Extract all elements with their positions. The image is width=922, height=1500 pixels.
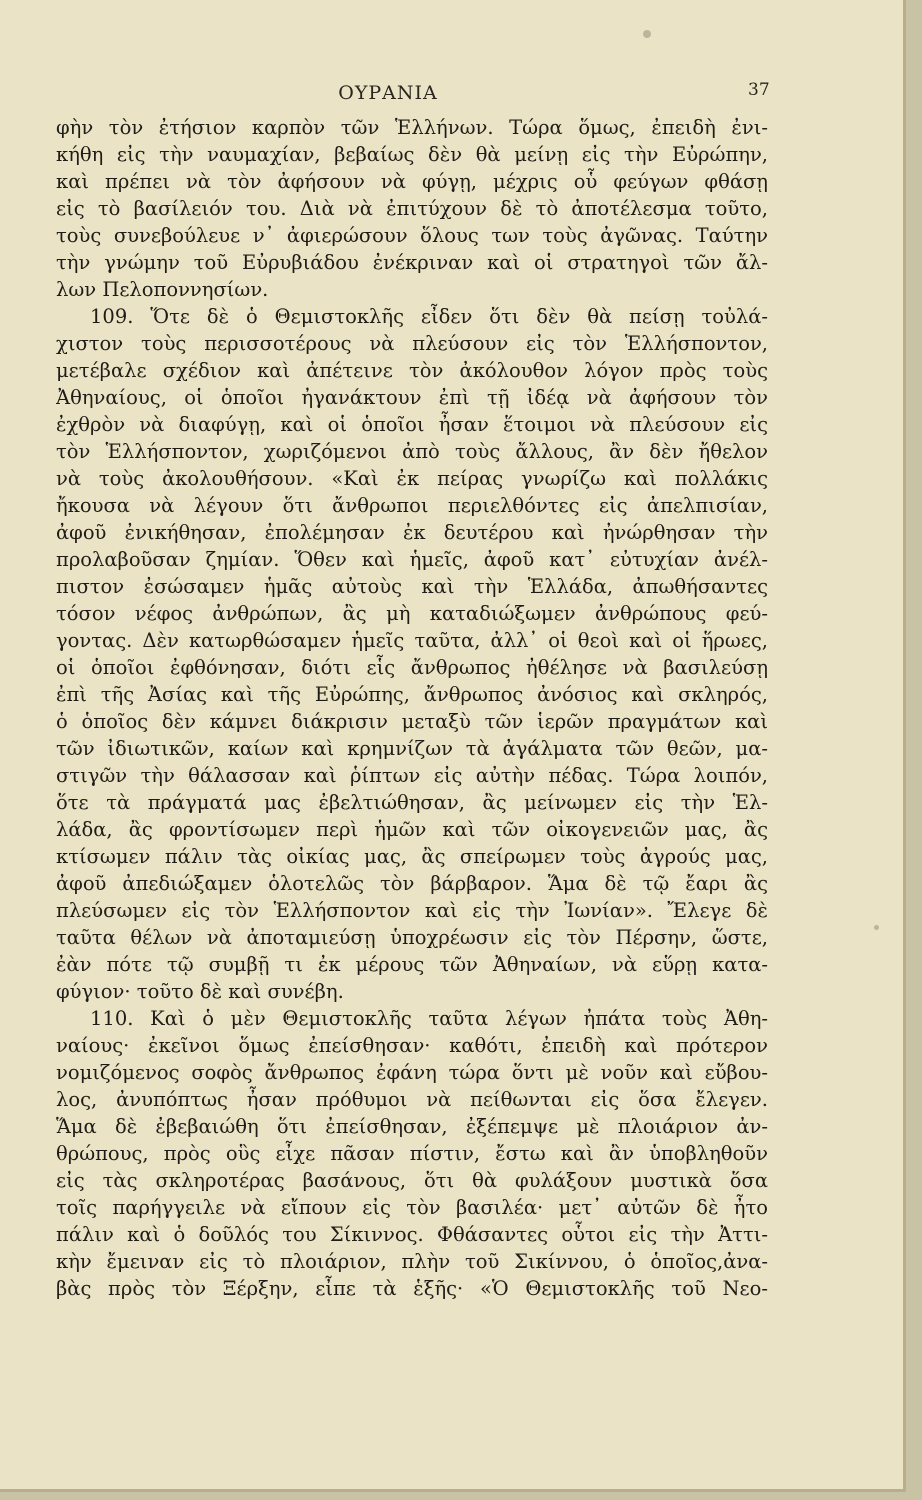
- text-line: τόσον νέφος ἀνθρώπων, ἂς μὴ καταδιώξωμεν ἀνθρώπους φεύ-: [56, 602, 768, 625]
- text-line: μετέβαλε σχέδιον καὶ ἀπέτεινε τὸν ἀκόλουθον λόγον πρὸς τοὺς: [56, 359, 768, 382]
- text-line: 110. Καὶ ὁ μὲν Θεμιστοκλῆς ταῦτα λέγων ἠπάτα τοὺς Ἀθη-: [90, 1007, 768, 1030]
- text-line: θρώπους, πρὸς οὓς εἶχε πᾶσαν πίστιν, ἔστω καὶ ἂν ὑποβληθοῦν: [56, 1142, 768, 1165]
- text-line: ταῦτα θέλων νὰ ἀποταμιεύσῃ ὑποχρέωσιν εἰς τὸν Πέρσην, ὥστε,: [56, 926, 768, 949]
- text-line: φὴν τὸν ἐτήσιον καρπὸν τῶν Ἑλλήνων. Τώρα ὅμως, ἐπειδὴ ἐνι-: [56, 116, 768, 139]
- text-line: πλεύσωμεν εἰς τὸν Ἑλλήσποντον καὶ εἰς τὴν Ἰωνίαν». Ἔλεγε δὲ: [56, 899, 768, 922]
- text-line: ἤκουσα νὰ λέγουν ὅτι ἄνθρωποι περιελθόντες εἰς ἀπελπισίαν,: [56, 494, 768, 517]
- text-line: τὸν Ἑλλήσποντον, χωριζόμενοι ἀπὸ τοὺς ἄλλους, ἂν δὲν ἤθελον: [56, 440, 768, 463]
- text-line: ἀφοῦ ἀπεδιώξαμεν ὁλοτελῶς τὸν βάρβαρον. Ἅμα δὲ τῷ ἔαρι ἂς: [56, 872, 768, 895]
- text-line: ἐχθρὸν νὰ διαφύγῃ, καὶ οἱ ὁποῖοι ἦσαν ἕτοιμοι νὰ πλεύσουν εἰς: [56, 413, 768, 436]
- text-line: ὁ ὁποῖος δὲν κάμνει διάκρισιν μεταξὺ τῶν ἱερῶν πραγμάτων καὶ: [56, 710, 768, 733]
- text-line: εἰς τὸ βασίλειόν του. Διὰ νὰ ἐπιτύχουν δὲ τὸ ἀποτέλεσμα τοῦτο,: [56, 197, 768, 220]
- text-line: πάλιν καὶ ὁ δοῦλός του Σίκιννος. Φθάσαντες οὗτοι εἰς τὴν Ἀττι-: [56, 1223, 768, 1246]
- page-header: [0, 80, 906, 110]
- text-line: πιστον ἐσώσαμεν ἡμᾶς αὐτοὺς καὶ τὴν Ἑλλάδα, ἀπωθήσαντες: [56, 575, 768, 598]
- text-line: τοὺς συνεβούλευε ν᾽ ἀφιερώσουν ὅλους των τοὺς ἀγῶνας. Ταύτην: [56, 224, 768, 247]
- text-line: στιγῶν τὴν θάλασσαν καὶ ῥίπτων εἰς αὐτὴν πέδας. Τώρα λοιπόν,: [56, 764, 768, 787]
- text-line: 109. Ὅτε δὲ ὁ Θεμιστοκλῆς εἶδεν ὅτι δὲν θὰ πείσῃ τοὐλά-: [90, 305, 768, 328]
- text-line: βὰς πρὸς τὸν Ξέρξην, εἶπε τὰ ἑξῆς· «Ὁ Θεμιστοκλῆς τοῦ Νεο-: [56, 1277, 768, 1300]
- text-line: τῶν ἰδιωτικῶν, καίων καὶ κρημνίζων τὰ ἀγάλματα τῶν θεῶν, μα-: [56, 737, 768, 760]
- page-number: 37: [748, 80, 770, 100]
- text-line: κήθη εἰς τὴν ναυμαχίαν, βεβαίως δὲν θὰ μείνῃ εἰς τὴν Εὐρώπην,: [56, 143, 768, 166]
- text-line: εἰς τὰς σκληροτέρας βασάνους, ὅτι θὰ φυλάξουν μυστικὰ ὅσα: [56, 1169, 768, 1192]
- text-line: νομιζόμενος σοφὸς ἄνθρωπος ἐφάνη τώρα ὅντι μὲ νοῦν καὶ εὔβου-: [56, 1061, 768, 1084]
- ink-spot: [643, 30, 651, 38]
- running-title: ΟΥΡΑΝΙΑ: [338, 82, 438, 104]
- text-line: Ἀθηναίους, οἱ ὁποῖοι ἠγανάκτουν ἐπὶ τῇ ἰδέᾳ νὰ ἀφήσουν τὸν: [56, 386, 768, 409]
- text-line: λάδα, ἂς φροντίσωμεν περὶ ἡμῶν καὶ τῶν οἰκογενειῶν μας, ἂς: [56, 818, 768, 841]
- text-line: ἐὰν πότε τῷ συμβῇ τι ἐκ μέρους τῶν Ἀθηναίων, νὰ εὕρῃ κατα-: [56, 953, 768, 976]
- text-line: φύγιον· τοῦτο δὲ καὶ συνέβη.: [56, 980, 344, 1003]
- text-line: τὴν γνώμην τοῦ Εὐρυβιάδου ἐνέκριναν καὶ οἱ στρατηγοὶ τῶν ἄλ-: [56, 251, 768, 274]
- text-line: ναίους· ἐκεῖνοι ὅμως ἐπείσθησαν· καθότι, ἐπειδὴ καὶ πρότερον: [56, 1034, 768, 1057]
- text-line: χιστον τοὺς περισσοτέρους νὰ πλεύσουν εἰς τὸν Ἑλλήσποντον,: [56, 332, 768, 355]
- text-line: Ἅμα δὲ ἐβεβαιώθη ὅτι ἐπείσθησαν, ἐξέπεμψε μὲ πλοιάριον ἀν-: [56, 1115, 768, 1138]
- text-line: νὰ τοὺς ἀκολουθήσουν. «Καὶ ἐκ πείρας γνωρίζω καὶ πολλάκις: [56, 467, 768, 490]
- text-line: λων Πελοποννησίων.: [56, 278, 269, 301]
- text-line: λος, ἀνυπόπτως ἦσαν πρόθυμοι νὰ πείθωνται εἰς ὅσα ἔλεγεν.: [56, 1088, 768, 1111]
- text-line: τοῖς παρήγγειλε νὰ εἴπουν εἰς τὸν βασιλέα· μετ᾽ αὐτῶν δὲ ἦτο: [56, 1196, 768, 1219]
- text-line: ἀφοῦ ἐνικήθησαν, ἐπολέμησαν ἐκ δευτέρου καὶ ἠνώρθησαν τὴν: [56, 521, 768, 544]
- text-line: καὶ πρέπει νὰ τὸν ἀφήσουν νὰ φύγῃ, μέχρις οὗ φεύγων φθάσῃ: [56, 170, 768, 193]
- text-line: προλαβοῦσαν ζημίαν. Ὅθεν καὶ ἡμεῖς, ἀφοῦ κατ᾽ εὐτυχίαν ἀνέλ-: [56, 548, 768, 571]
- text-line: γοντας. Δὲν κατωρθώσαμεν ἡμεῖς ταῦτα, ἀλλ᾽ οἱ θεοὶ καὶ οἱ ἥρωες,: [56, 629, 768, 652]
- text-line: κτίσωμεν πάλιν τὰς οἰκίας μας, ἂς σπείρωμεν τοὺς ἀγρούς μας,: [56, 845, 768, 868]
- text-line: ἐπὶ τῆς Ἀσίας καὶ τῆς Εὐρώπης, ἄνθρωπος ἀνόσιος καὶ σκληρός,: [56, 683, 768, 706]
- text-line: οἱ ὁποῖοι ἐφθόνησαν, διότι εἷς ἄνθρωπος ἠθέλησε νὰ βασιλεύσῃ: [56, 656, 768, 679]
- ink-spot: [874, 925, 879, 930]
- text-line: κὴν ἔμειναν εἰς τὸ πλοιάριον, πλὴν τοῦ Σικίννου, ὁ ὁποῖος,ἀνα-: [56, 1250, 768, 1273]
- text-line: ὅτε τὰ πράγματά μας ἐβελτιώθησαν, ἂς μείνωμεν εἰς τὴν Ἑλ-: [56, 791, 768, 814]
- body-text: [56, 114, 768, 1302]
